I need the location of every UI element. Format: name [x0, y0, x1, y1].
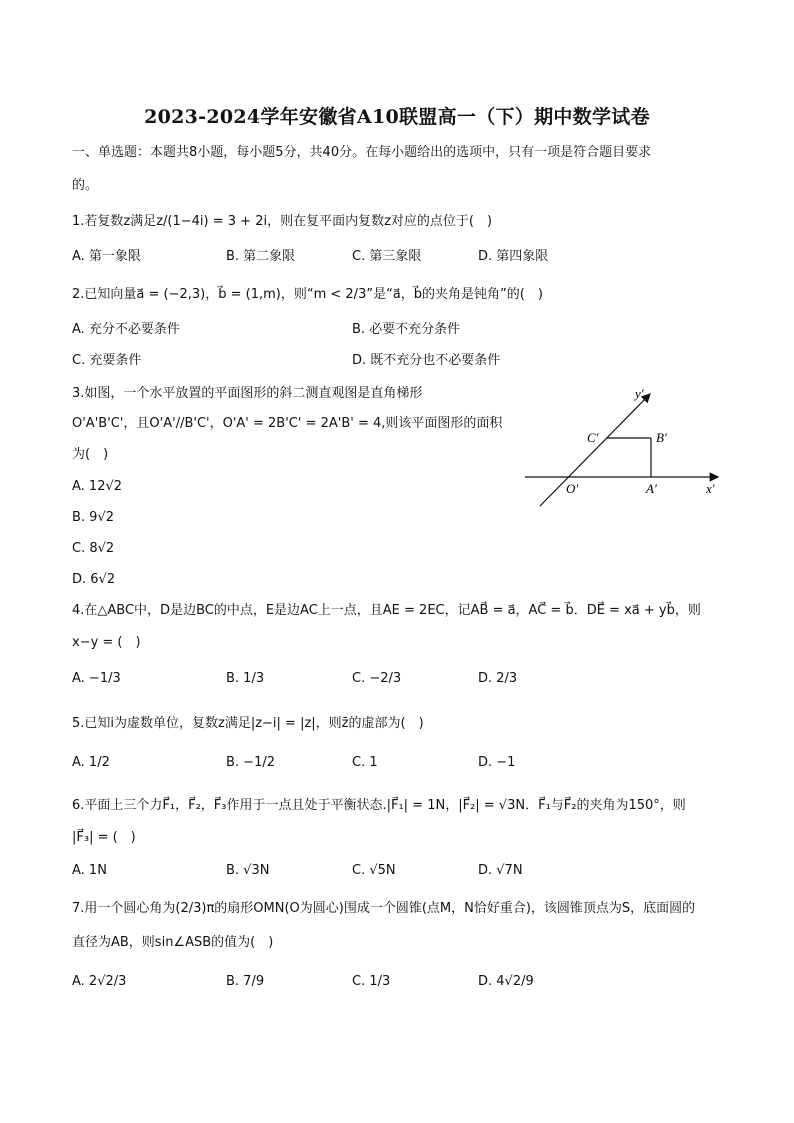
q6-option-c: C. √5N — [352, 863, 396, 878]
q3-option-d: D. 6√2 — [72, 572, 116, 587]
trapezoid-figure — [520, 380, 730, 510]
q5-option-a: A. 1/2 — [72, 755, 110, 770]
label-x-axis: x′ — [706, 481, 715, 496]
q3-option-b: B. 9√2 — [72, 510, 115, 525]
q4-option-b: B. 1/3 — [226, 671, 265, 686]
question-1-stem: 1.若复数z满足z/(1−4i) = 3 + 2i，则在复平面内复数z对应的点位于( ) — [72, 214, 493, 229]
q3-option-c: C. 8√2 — [72, 541, 115, 556]
q5-option-b: B. −1/2 — [226, 755, 275, 770]
q6-option-a: A. 1N — [72, 863, 107, 878]
q5-option-d: D. −1 — [478, 755, 516, 770]
q2-option-b: B. 必要不充分条件 — [352, 322, 461, 337]
question-5-stem: 5.已知i为虚数单位，复数z满足|z−i| = |z|，则z̄的虚部为( ) — [72, 716, 424, 731]
q7-option-b: B. 7/9 — [226, 974, 265, 989]
q2-option-d: D. 既不充分也不必要条件 — [352, 353, 501, 368]
q5-option-c: C. 1 — [352, 755, 378, 770]
exam-title: 2023-2024学年安徽省A10联盟高一（下）期中数学试卷 — [144, 106, 650, 128]
q6-option-d: D. √7N — [478, 863, 523, 878]
question-2-stem: 2.已知向量a⃗ = (−2,3)，b⃗ = (1,m)，则“m < 2/3”是“a⃗，b⃗的夹角是钝角”的( ) — [72, 287, 543, 302]
q6-option-b: B. √3N — [226, 863, 270, 878]
label-b: B′ — [656, 430, 667, 445]
question-3-stem-line3: 为( ) — [72, 447, 109, 462]
q3-option-a: A. 12√2 — [72, 479, 123, 494]
q1-option-d: D. 第四象限 — [478, 249, 549, 264]
q1-option-a: A. 第一象限 — [72, 249, 141, 264]
q4-option-d: D. 2/3 — [478, 671, 518, 686]
question-6-stem-line1: 6.平面上三个力F⃗₁，F⃗₂，F⃗₃作用于一点且处于平衡状态.|F⃗₁| = 1N，|F⃗₂| = √3N．F⃗₁与F⃗₂的夹角为150°，则 — [72, 798, 686, 813]
q2-option-c: C. 充要条件 — [72, 353, 142, 368]
y-axis-line — [540, 394, 650, 506]
label-o: O′ — [566, 481, 579, 496]
q1-option-c: C. 第三象限 — [352, 249, 422, 264]
question-3-stem-line2: O'A'B'C'，且O'A'//B'C'，O'A' = 2B'C' = 2A'B' = 4,则该平面图形的面积 — [72, 416, 503, 431]
q4-option-c: C. −2/3 — [352, 671, 402, 686]
q2-option-a: A. 充分不必要条件 — [72, 322, 180, 337]
question-7-stem-line2: 直径为AB，则sin∠ASB的值为( ) — [72, 935, 274, 950]
q7-option-a: A. 2√2/3 — [72, 974, 127, 989]
q1-option-b: B. 第二象限 — [226, 249, 296, 264]
question-6-stem-line2: |F⃗₃| = ( ) — [72, 830, 136, 845]
label-y-axis: y′ — [635, 386, 644, 401]
question-3-stem-line1: 3.如图，一个水平放置的平面图形的斜二测直观图是直角梯形 — [72, 386, 423, 401]
q4-option-a: A. −1/3 — [72, 671, 121, 686]
section-heading-line1: 一、单选题：本题共8小题，每小题5分，共40分。在每小题给出的选项中，只有一项是符合题目要求 — [72, 145, 652, 160]
label-c: C′ — [587, 430, 599, 445]
question-4-stem-line1: 4.在△ABC中，D是边BC的中点，E是边AC上一点，且AE = 2EC，记AB⃗ = a⃗，AC⃗ = b⃗．DE⃗ = xa⃗ + yb⃗，则 — [72, 603, 701, 618]
label-a: A′ — [646, 481, 657, 496]
question-4-stem-line2: x−y = ( ) — [72, 635, 141, 650]
section-heading-line2: 的。 — [72, 178, 99, 193]
q7-option-d: D. 4√2/9 — [478, 974, 534, 989]
question-7-stem-line1: 7.用一个圆心角为(2/3)π的扇形OMN(O为圆心)围成一个圆锥(点M，N恰好重合)，该圆锥顶点为S，底面圆的 — [72, 901, 696, 916]
q7-option-c: C. 1/3 — [352, 974, 391, 989]
